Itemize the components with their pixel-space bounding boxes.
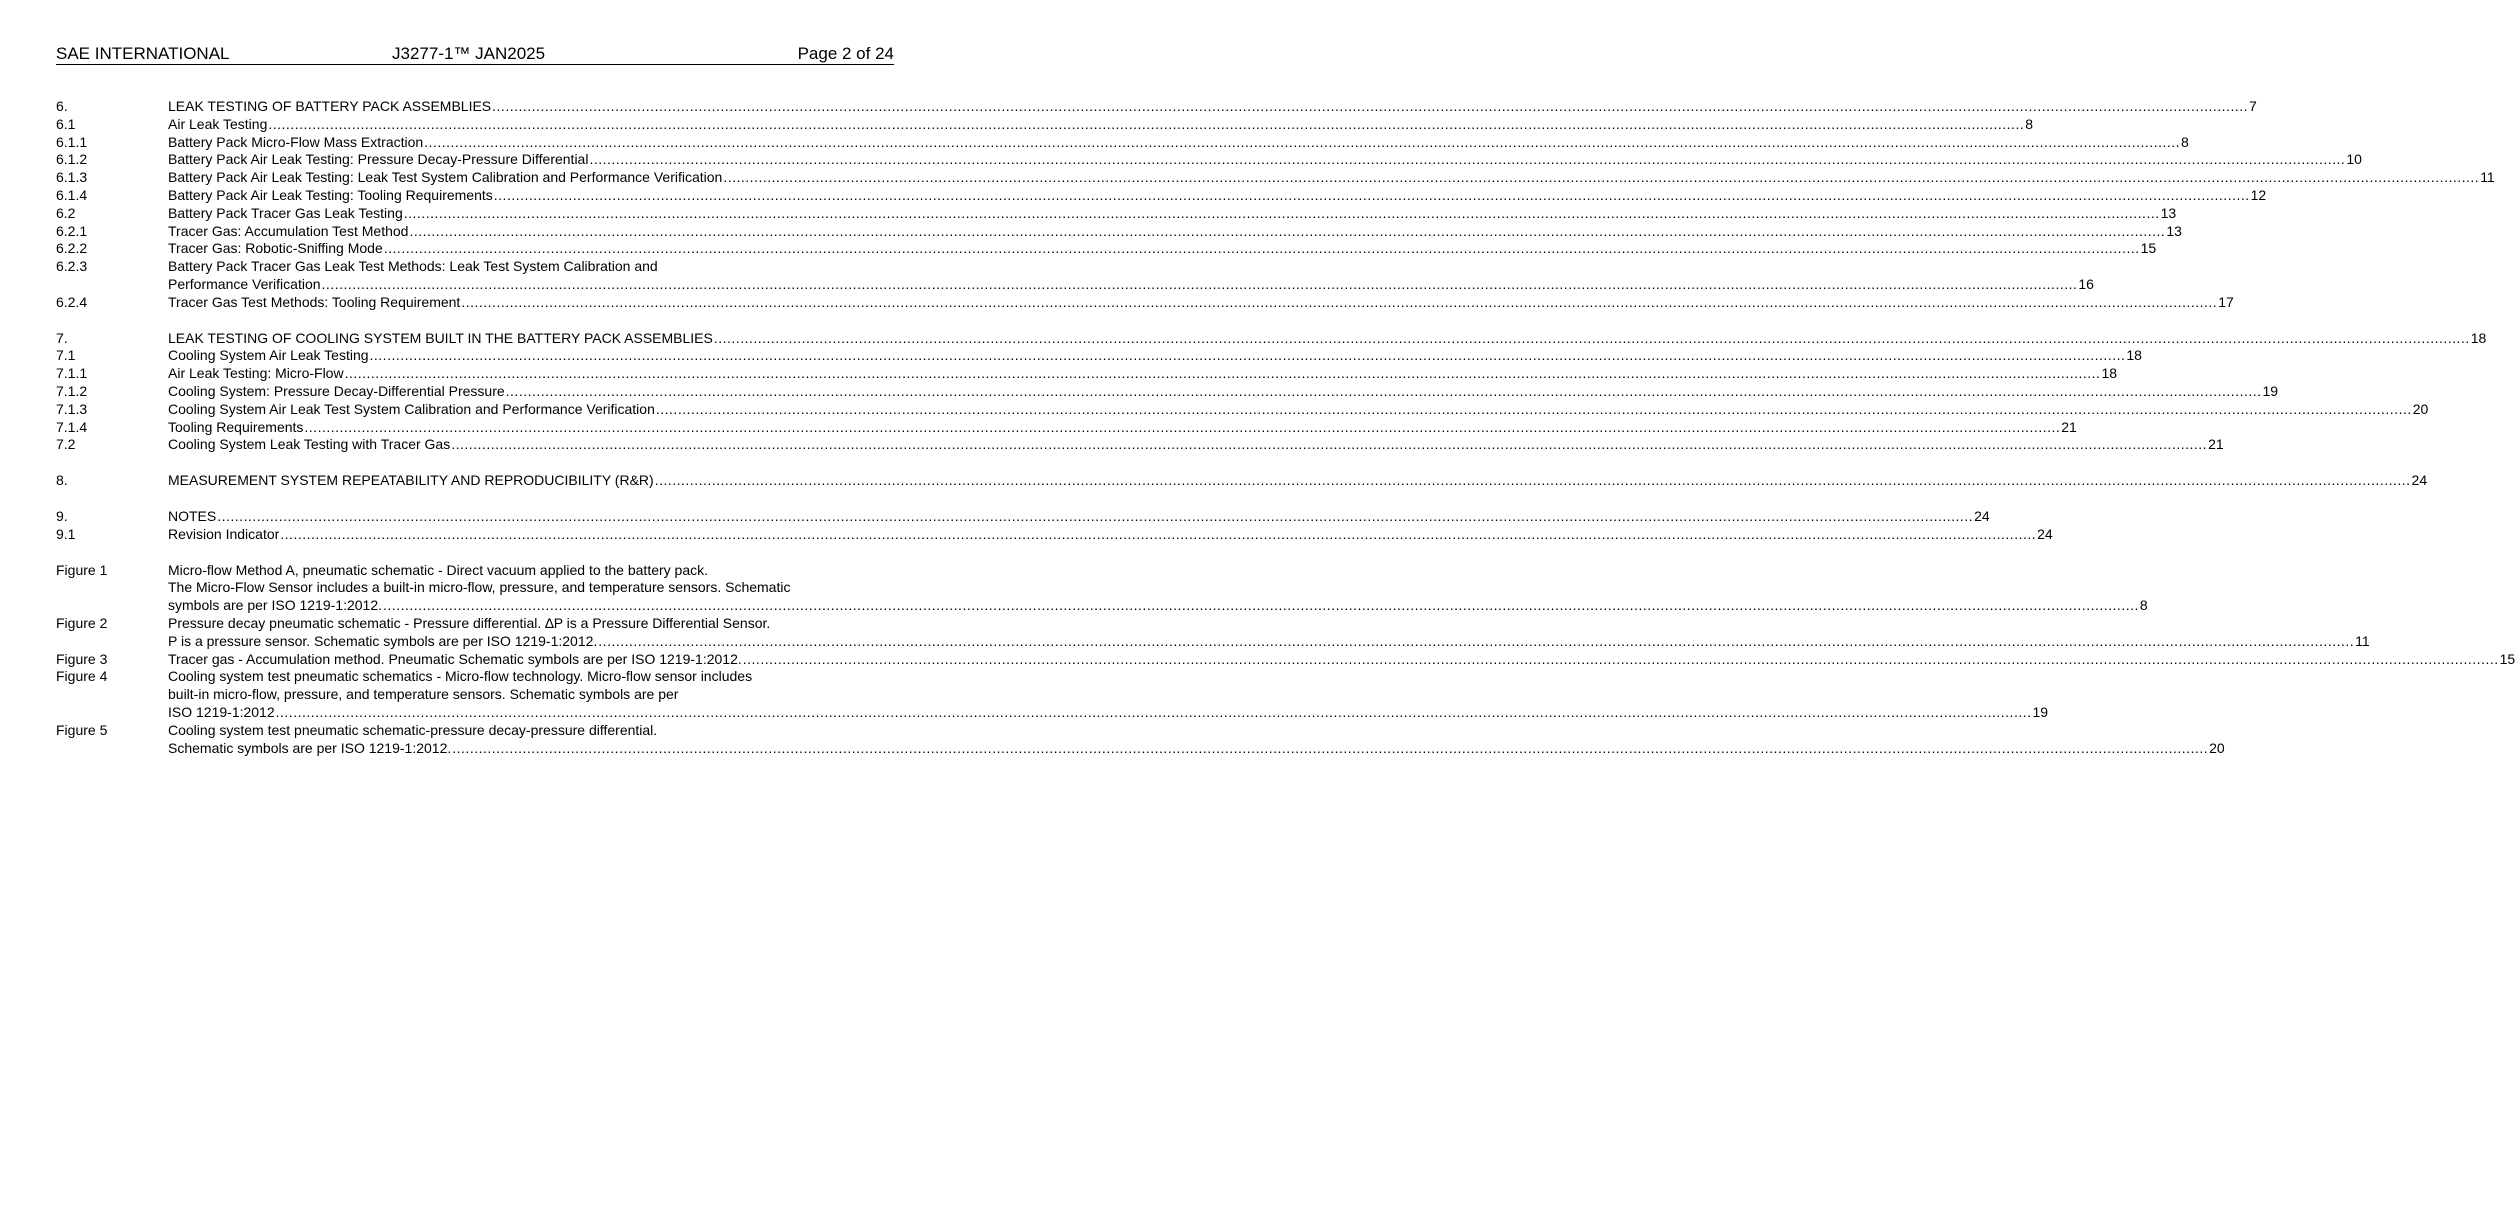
toc-entry-title-row <box>168 400 2429 419</box>
toc-leader-dots: ................................................................................................................................................................................................................................................................................................................................................................................................................ <box>268 115 2025 132</box>
toc-leader-dots: ................................................................................................................................................................................................................................................................................................................................................................................................................ <box>424 133 2181 150</box>
toc-entry-title-line: symbols are per ISO 1219-1:2012. <box>168 597 383 614</box>
toc-entry-title-row <box>168 382 2279 401</box>
toc-entry-number: 6.1.3 <box>56 169 88 186</box>
toc-leader-dots: ................................................................................................................................................................................................................................................................................................................................................................................................................ <box>217 507 1974 524</box>
toc-entry-title-line: LEAK TESTING OF COOLING SYSTEM BUILT IN THE BATTERY PACK ASSEMBLIES <box>168 329 713 346</box>
toc-entry-title-row <box>168 418 2077 437</box>
toc-entry-number: 7.2 <box>56 436 76 453</box>
toc-entry-title-line: Battery Pack Air Leak Testing: Leak Test System Calibration and Performance Verification <box>168 169 723 186</box>
toc-entry-title-line: ISO 1219-1:2012 <box>168 703 275 720</box>
toc-group <box>56 98 2495 312</box>
toc-entry-number: 7.1.3 <box>56 400 88 417</box>
toc-entry-number: 9.1 <box>56 525 76 542</box>
toc-page-number: 10 <box>2346 151 2362 168</box>
toc-entry[interactable] <box>56 418 2077 437</box>
toc-group <box>56 507 2053 544</box>
toc-entry-number: 6.1.2 <box>56 151 88 168</box>
toc-entry[interactable] <box>56 329 2487 348</box>
toc-leader-dots: ................................................................................................................................................................................................................................................................................................................................................................................................................ <box>723 169 2480 186</box>
toc-page-number: 24 <box>1974 507 1990 524</box>
toc-page-number: 8 <box>2181 133 2189 150</box>
toc-entry-title-line: Tracer Gas: Accumulation Test Method <box>168 222 409 239</box>
toc-entry-title-line: Cooling System: Pressure Decay-Differential Pressure <box>168 382 505 399</box>
toc-entry-title-line: Cooling System Air Leak Test System Calibration and Performance Verification <box>168 400 655 417</box>
toc-entry[interactable] <box>56 115 2034 134</box>
toc-entry-title-line: Air Leak Testing: Micro-Flow <box>168 365 344 382</box>
toc-leader-dots: ................................................................................................................................................................................................................................................................................................................................................................................................................ <box>344 365 2101 382</box>
header-page-number: Page 2 of 24 <box>797 44 894 63</box>
toc-page-number: 16 <box>2078 275 2094 292</box>
toc-entry-title-line: The Micro-Flow Sensor includes a built-in micro-flow, pressure, and temperature sensors. Schematic <box>168 579 791 596</box>
toc-entry[interactable] <box>56 614 2370 651</box>
toc-entry-number: 6.2.3 <box>56 258 88 275</box>
toc-entry-title-row <box>168 597 2148 615</box>
toc-page-number: 7 <box>2249 98 2257 114</box>
toc-entry[interactable] <box>56 240 2157 258</box>
toc-page-number: 19 <box>2032 703 2049 720</box>
toc-leader-dots: ................................................................................................................................................................................................................................................................................................................................................................................................................ <box>742 650 2499 667</box>
toc-entry-title-line: Battery Pack Air Leak Testing: Tooling Requirements <box>168 186 493 203</box>
toc-entry-title-row <box>168 525 2053 544</box>
toc-entry-title-row <box>168 347 2142 365</box>
toc-page-number: 18 <box>2470 329 2487 346</box>
toc-entry-number: 6.2.1 <box>56 222 88 239</box>
toc-entry[interactable] <box>56 258 2094 294</box>
toc-entry-title-row <box>168 186 2267 205</box>
toc-entry-title-row <box>168 169 2495 187</box>
toc-page-number: 11 <box>2480 169 2495 186</box>
toc-leader-dots: ................................................................................................................................................................................................................................................................................................................................................................................................................ <box>403 204 2160 221</box>
toc-entry-title-line: LEAK TESTING OF BATTERY PACK ASSEMBLIES <box>168 98 492 114</box>
toc-page-number: 13 <box>2166 222 2182 239</box>
toc-leader-dots: ................................................................................................................................................................................................................................................................................................................................................................................................................ <box>280 525 2037 542</box>
toc-entry-title-row <box>168 472 2428 490</box>
toc-page-number: 20 <box>2209 739 2225 756</box>
toc-entry[interactable] <box>56 507 1990 526</box>
toc-entry-number: Figure 2 <box>56 614 108 631</box>
toc-entry-number: Figure 3 <box>56 650 108 667</box>
toc-entry[interactable] <box>56 186 2267 205</box>
toc-page-number: 12 <box>2250 186 2267 203</box>
toc-entry[interactable] <box>56 365 2118 383</box>
toc-entry-number: Figure 1 <box>56 561 108 578</box>
toc-entry-number: 6.1.1 <box>56 133 88 150</box>
toc-entry-title-row <box>168 275 2094 294</box>
toc-entry-number: 7. <box>56 329 68 346</box>
toc-page-number: 15 <box>2140 240 2157 257</box>
toc-entry-title-row <box>168 151 2362 169</box>
toc-entry-title-line: Cooling system test pneumatic schematics - Micro-flow technology. Micro-flow sensor includes <box>168 668 753 685</box>
toc-page-number: 15 <box>2499 650 2515 667</box>
toc-leader-dots: ................................................................................................................................................................................................................................................................................................................................................................................................................ <box>654 472 2411 489</box>
toc-entry-title-row <box>168 632 2370 651</box>
toc-entry-number: 6.2.4 <box>56 293 88 310</box>
toc-entry-number: 6.2 <box>56 204 76 221</box>
toc-page-number: 11 <box>2355 632 2370 649</box>
toc-page-number: 19 <box>2262 382 2279 399</box>
toc-entry[interactable] <box>56 721 2225 758</box>
toc-entry-number: 7.1 <box>56 347 76 364</box>
toc-entry[interactable] <box>56 382 2279 401</box>
toc-leader-dots: ................................................................................................................................................................................................................................................................................................................................................................................................................ <box>461 293 2218 310</box>
toc-entry-title-line: Battery Pack Tracer Gas Leak Testing <box>168 204 403 221</box>
toc-entry-number: 7.1.4 <box>56 418 88 435</box>
toc-leader-dots: ................................................................................................................................................................................................................................................................................................................................................................................................................ <box>452 739 2209 756</box>
toc-entry-title-line: Tooling Requirements <box>168 418 304 435</box>
toc-entry-title-line: NOTES <box>168 507 217 524</box>
toc-entry-number: 9. <box>56 507 68 524</box>
toc-entry-number: Figure 5 <box>56 721 108 738</box>
toc-entry-title-row <box>168 98 2257 116</box>
toc-entry-title-line: Performance Verification <box>168 275 321 292</box>
toc-entry-title-row <box>168 133 2189 152</box>
toc-entry[interactable] <box>56 222 2182 241</box>
toc-entry-title-row <box>168 329 2487 348</box>
toc-page-number: 13 <box>2160 204 2177 221</box>
toc-leader-dots: ................................................................................................................................................................................................................................................................................................................................................................................................................ <box>304 418 2061 435</box>
toc-leader-dots: ................................................................................................................................................................................................................................................................................................................................................................................................................ <box>369 347 2126 364</box>
toc-page-number: 21 <box>2061 418 2077 435</box>
toc-entry-title-line: built-in micro-flow, pressure, and temperature sensors. Schematic symbols are per <box>168 686 679 703</box>
toc-leader-dots: ................................................................................................................................................................................................................................................................................................................................................................................................................ <box>383 597 2139 614</box>
toc-entry-title-line: Cooling System Leak Testing with Tracer Gas <box>168 436 451 453</box>
toc-entry[interactable] <box>56 151 2362 169</box>
toc-entry-title-line: Battery Pack Micro-Flow Mass Extraction <box>168 133 424 150</box>
toc-entry[interactable] <box>56 525 2053 544</box>
toc-entry-title-row <box>168 365 2118 383</box>
toc-entry-number: 6. <box>56 98 68 114</box>
toc-entry-number: 6.1.4 <box>56 186 88 203</box>
toc-entry-number: 7.1.1 <box>56 365 88 382</box>
toc-page-number: 24 <box>2037 525 2053 542</box>
toc-leader-dots: ................................................................................................................................................................................................................................................................................................................................................................................................................ <box>713 329 2470 346</box>
toc-entry[interactable] <box>56 169 2495 187</box>
toc-entry-title-line: MEASUREMENT SYSTEM REPEATABILITY AND REPRODUCIBILITY (R&R) <box>168 472 654 489</box>
toc-entry-title-row <box>168 650 2515 669</box>
toc-entry-title-row <box>168 739 2225 758</box>
toc-entry-title-line: Air Leak Testing <box>168 115 268 132</box>
toc-leader-dots: ................................................................................................................................................................................................................................................................................................................................................................................................................ <box>383 240 2140 257</box>
toc-entry-title-line: Schematic symbols are per ISO 1219-1:2012. <box>168 739 452 756</box>
toc-entry-title-line: Revision Indicator <box>168 525 280 542</box>
table-of-contents <box>56 98 2515 775</box>
toc-entry-number: 8. <box>56 472 68 489</box>
toc-entry[interactable] <box>56 650 2515 669</box>
toc-entry[interactable] <box>56 347 2142 365</box>
toc-entry-title-line: Cooling system test pneumatic schematic-pressure decay-pressure differential. <box>168 721 658 738</box>
toc-leader-dots: ................................................................................................................................................................................................................................................................................................................................................................................................................ <box>409 222 2166 239</box>
toc-entry-title-line: Tracer gas - Accumulation method. Pneumatic Schematic symbols are per ISO 1219-1:2012. <box>168 650 742 667</box>
toc-leader-dots: ................................................................................................................................................................................................................................................................................................................................................................................................................ <box>275 703 2032 720</box>
toc-entry-title-row <box>168 222 2182 241</box>
toc-entry-title-row <box>168 436 2224 454</box>
toc-entry-title-row <box>168 507 1990 526</box>
toc-entry-number: 6.1 <box>56 115 76 132</box>
toc-entry[interactable] <box>56 561 2148 615</box>
toc-entry-number: 7.1.2 <box>56 382 88 399</box>
toc-page-number: 21 <box>2208 436 2224 453</box>
toc-group <box>56 561 2515 758</box>
toc-entry-number: 6.2.2 <box>56 240 88 257</box>
toc-entry[interactable] <box>56 472 2428 490</box>
toc-entry-title-row <box>168 204 2177 223</box>
toc-page-number: 8 <box>2139 597 2148 614</box>
header-doc-id: J3277-1™ JAN2025 <box>392 44 546 63</box>
toc-group <box>56 329 2487 455</box>
toc-entry-title-row <box>168 293 2234 312</box>
toc-entry[interactable] <box>56 293 2234 312</box>
toc-leader-dots: ................................................................................................................................................................................................................................................................................................................................................................................................................ <box>589 151 2346 168</box>
toc-page-number: 18 <box>2101 365 2118 382</box>
toc-entry[interactable] <box>56 98 2257 116</box>
toc-page-number: 18 <box>2126 347 2142 364</box>
toc-leader-dots: ................................................................................................................................................................................................................................................................................................................................................................................................................ <box>451 436 2208 453</box>
toc-entry[interactable] <box>56 436 2224 454</box>
toc-entry-title-line: Pressure decay pneumatic schematic - Pressure differential. ∆P is a Pressure Differential Sensor. <box>168 614 771 631</box>
toc-entry[interactable] <box>56 668 2049 721</box>
toc-entry[interactable] <box>56 204 2177 223</box>
toc-page-number: 8 <box>2025 115 2034 132</box>
toc-page-number: 17 <box>2218 293 2234 310</box>
toc-entry-title-row <box>168 703 2049 722</box>
toc-page-number: 24 <box>2411 472 2428 489</box>
toc-leader-dots: ................................................................................................................................................................................................................................................................................................................................................................................................................ <box>492 98 2249 114</box>
toc-entry-title-line: Tracer Gas Test Methods: Tooling Requirement <box>168 293 461 310</box>
toc-entry-title-line: Cooling System Air Leak Testing <box>168 347 369 364</box>
toc-leader-dots: ................................................................................................................................................................................................................................................................................................................................................................................................................ <box>655 400 2412 417</box>
toc-entry-title-row <box>168 115 2034 134</box>
toc-leader-dots: ................................................................................................................................................................................................................................................................................................................................................................................................................ <box>598 632 2355 649</box>
toc-group <box>56 472 2428 490</box>
toc-entry-title-line: Battery Pack Tracer Gas Leak Test Methods: Leak Test System Calibration and <box>168 258 658 275</box>
toc-entry-number: Figure 4 <box>56 668 108 685</box>
toc-leader-dots: ................................................................................................................................................................................................................................................................................................................................................................................................................ <box>505 382 2262 399</box>
toc-entry-title-line: P is a pressure sensor. Schematic symbols are per ISO 1219-1:2012. <box>168 632 598 649</box>
toc-entry-title-row <box>168 240 2157 258</box>
toc-entry-title-line: Tracer Gas: Robotic-Sniffing Mode <box>168 240 383 257</box>
toc-entry[interactable] <box>56 400 2429 419</box>
toc-leader-dots: ................................................................................................................................................................................................................................................................................................................................................................................................................ <box>321 275 2078 292</box>
toc-leader-dots: ................................................................................................................................................................................................................................................................................................................................................................................................................ <box>493 186 2250 203</box>
toc-entry-title-line: Micro-flow Method A, pneumatic schematic - Direct vacuum applied to the battery pack. <box>168 561 709 578</box>
page-header <box>56 44 894 65</box>
toc-entry-title-line: Battery Pack Air Leak Testing: Pressure Decay-Pressure Differential <box>168 151 589 168</box>
toc-page-number: 20 <box>2412 400 2429 417</box>
header-org: SAE INTERNATIONAL <box>56 44 230 63</box>
toc-entry[interactable] <box>56 133 2189 152</box>
